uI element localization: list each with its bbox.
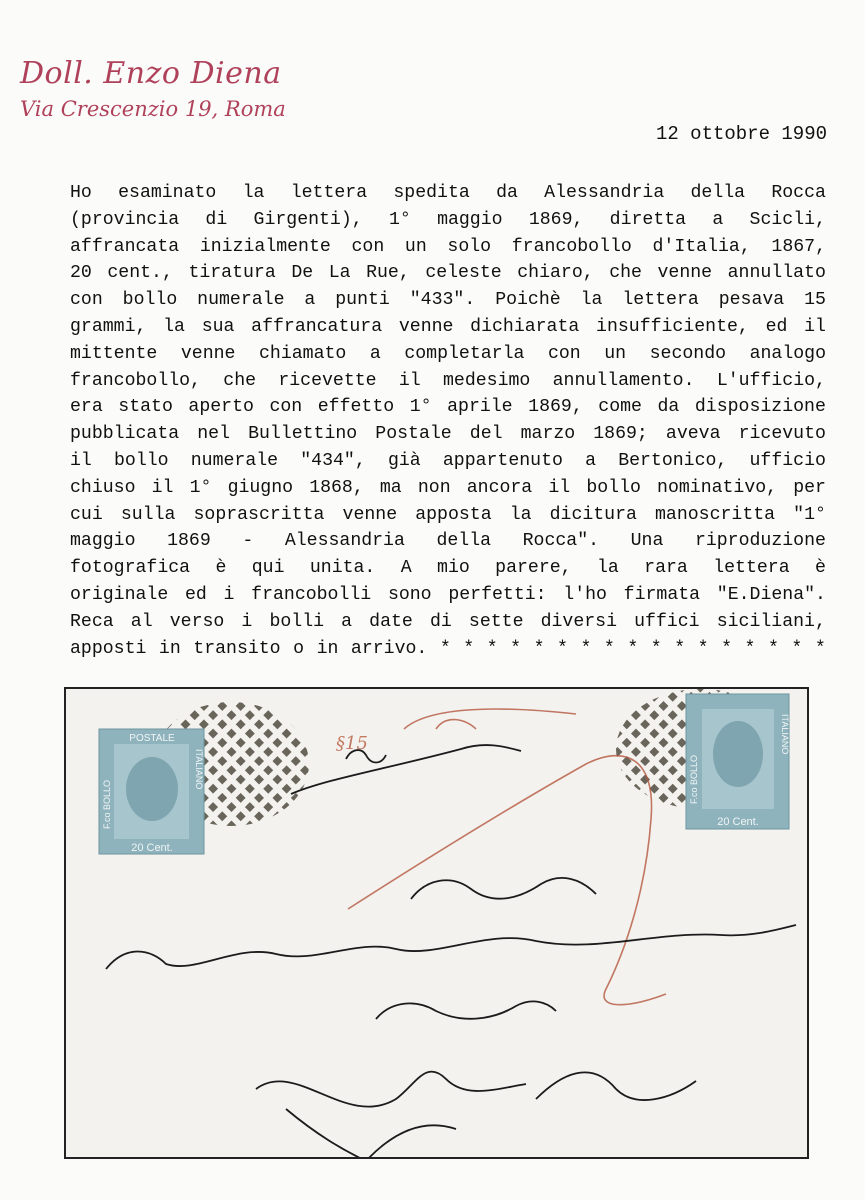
body-line: 20 cent., tiratura De La Rue, celeste chiaro, che venne annullato — [70, 263, 826, 284]
stamp-right-side-left: F.co BOLLO — [689, 754, 699, 804]
stamp-left-value: 20 Cent. — [131, 842, 173, 854]
letterhead — [20, 55, 320, 123]
body-line: Ho esaminato la lettera spedita da Alessandria della Rocca — [70, 183, 826, 203]
certificate-body — [70, 180, 826, 662]
body-line: pubblicata nel Bullettino Postale del marzo 1869; aveva ricevuto — [70, 424, 826, 445]
body-line: con bollo numerale a punti "433". Poichè la lettera pesava 15 — [70, 290, 826, 311]
stamp-left — [99, 729, 204, 854]
body-line: apposti in transito o in arrivo. * * * * * * * * * * * * * * * * * — [70, 638, 826, 659]
body-line: (provincia di Girgenti), 1° maggio 1869, diretta a Scicli, — [70, 209, 826, 230]
body-line: cui sulla soprascritta venne apposta la dicitura manoscritta "1° — [70, 504, 826, 525]
body-line: grammi, la sua affrancatura venne dichiarata insufficiente, ed il — [70, 316, 826, 337]
stamp-right-value: 20 Cent. — [717, 816, 759, 828]
stamp-right-side-right: ITALIANO — [780, 714, 790, 755]
body-line: maggio 1869 - Alessandria della Rocca". Una riproduzione — [70, 531, 826, 552]
cover-illustration — [66, 689, 809, 1159]
stamp-left-side-right: ITALIANO — [194, 749, 204, 790]
body-line: originale ed i francobolli sono perfetti: l'ho firmata "E.Diena". — [70, 584, 826, 605]
body-line: fotografica è qui unita. A mio parere, la rara lettera è — [70, 558, 826, 579]
body-line: il bollo numerale "434", già appartenuto a Bertonico, ufficio — [70, 450, 826, 471]
body-line: era stato aperto con effetto 1° aprile 1869, come da disposizione — [70, 397, 826, 418]
stamp-left-side-left: F.co BOLLO — [102, 779, 112, 829]
body-line: Reca al verso i bolli a date di sette diversi uffici siciliani, — [70, 611, 826, 632]
body-line: francobollo, che ricevette il medesimo annullamento. L'ufficio, — [70, 370, 826, 391]
body-line: mittente venne chiamato a completarla con un secondo analogo — [70, 343, 826, 364]
body-line: affrancata inizialmente con un solo francobollo d'Italia, 1867, — [70, 236, 826, 257]
letterhead-name: Doll. Enzo Diena — [20, 56, 282, 91]
stamp-right — [686, 694, 790, 829]
stamp-left-top: POSTALE — [129, 733, 175, 744]
pencil-mark: §15 — [336, 733, 368, 754]
certificate-date: 12 ottobre 1990 — [655, 123, 827, 145]
cover-photograph — [64, 687, 809, 1159]
letterhead-address: Via Crescenzio 19, Roma — [20, 97, 286, 121]
body-line: chiuso il 1° giugno 1868, ma non ancora il bollo nominativo, per — [70, 477, 826, 498]
